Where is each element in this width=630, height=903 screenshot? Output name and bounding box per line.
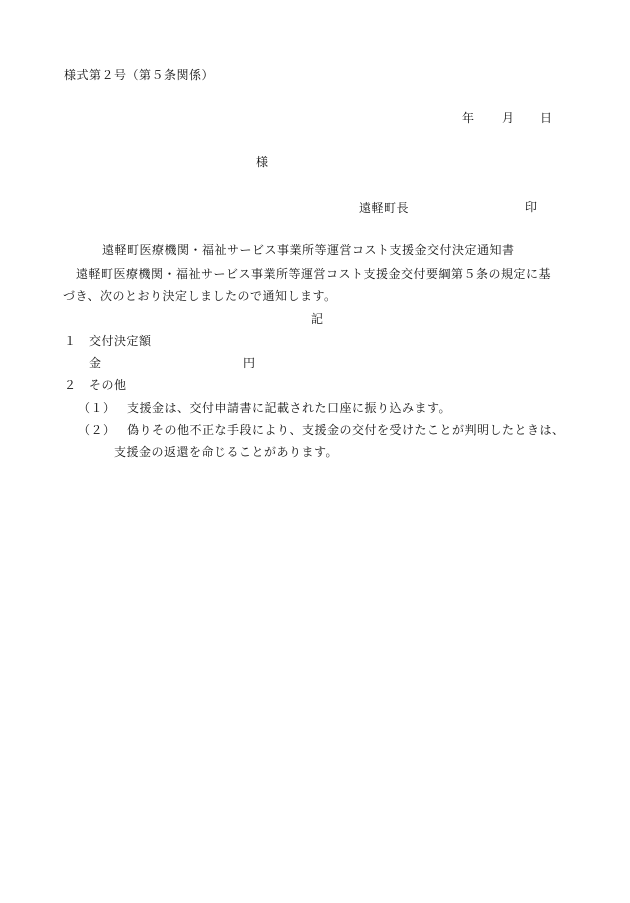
date-year-label: 年 [462, 111, 475, 125]
issuer-name: 遠軽町長 [359, 201, 410, 215]
sub-item-2-number: （２） [78, 423, 116, 437]
date-day-label: 日 [540, 111, 553, 125]
body-text-line-2: づき、次のとおり決定しましたので通知します。 [63, 289, 337, 303]
amount-unit: 円 [243, 356, 256, 370]
sub-item-2-text-line-2: 支援金の返還を命じることがあります。 [114, 445, 339, 459]
item-2-heading: その他 [89, 378, 127, 392]
ki-heading: 記 [311, 312, 324, 326]
body-text-line-1: 遠軽町医療機関・福祉サービス事業所等運営コスト支援金交付要綱第５条の規定に基 [76, 267, 552, 281]
date-month-label: 月 [502, 111, 515, 125]
sub-item-2-text-line-1: 偽りその他不正な手段により、支援金の交付を受けたことが判明したときは、 [127, 423, 565, 437]
amount-label: 金 [89, 356, 102, 370]
item-1-heading: 交付決定額 [89, 334, 152, 348]
item-1-number: １ [64, 334, 77, 348]
form-number: 様式第２号（第５条関係） [64, 68, 215, 82]
seal-mark: 印 [525, 200, 538, 214]
sub-item-1-number: （１） [78, 401, 116, 415]
addressee-suffix: 様 [256, 155, 269, 169]
document-title: 遠軽町医療機関・福祉サービス事業所等運営コスト支援金交付決定通知書 [102, 243, 515, 257]
item-2-number: ２ [64, 378, 77, 392]
sub-item-1-text: 支援金は、交付申請書に記載された口座に振り込みます。 [127, 401, 452, 415]
